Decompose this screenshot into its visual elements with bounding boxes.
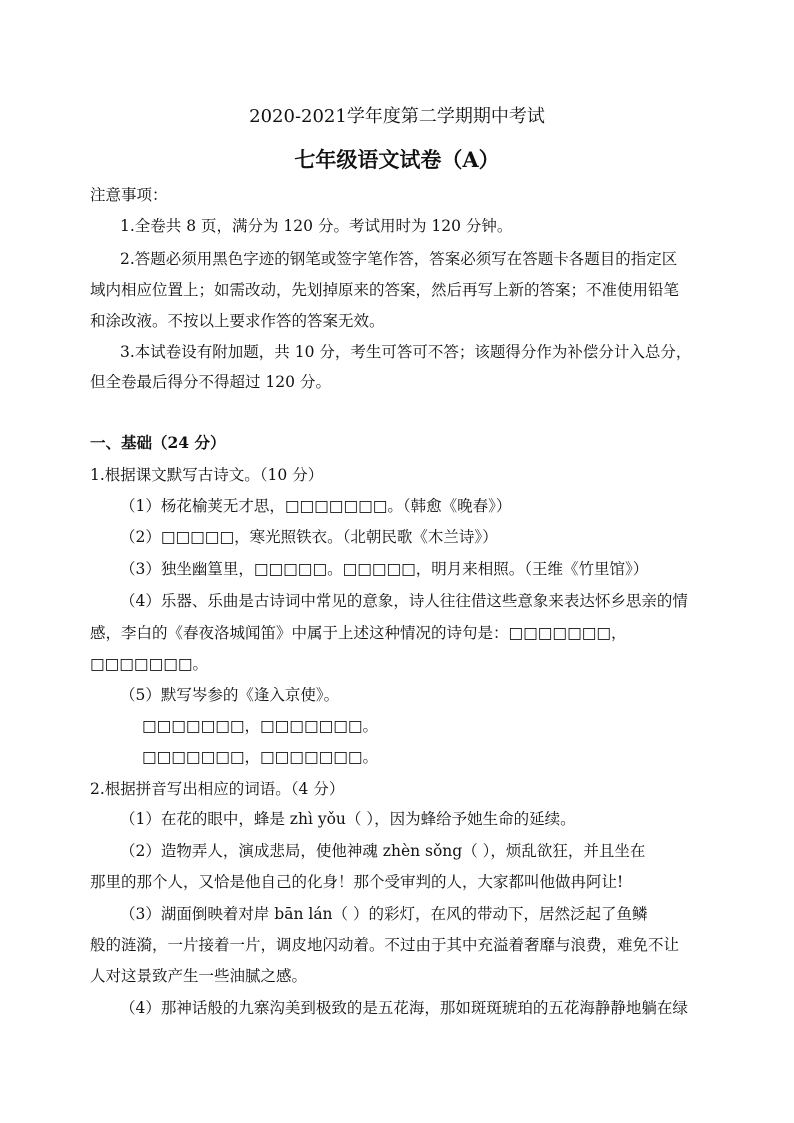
question-line: 人对这景致产生一些油腻之感。	[90, 967, 308, 985]
exam-subtitle: 七年级语文试卷（A）	[294, 147, 500, 172]
question-line: □□□□□□□，□□□□□□□。	[142, 717, 379, 735]
notice-line: 和涂改液。不按以上要求作答的答案无效。	[90, 312, 385, 330]
notice-heading: 注意事项：	[90, 186, 168, 204]
notice-line: 但全卷最后得分不得超过 120 分。	[90, 373, 331, 391]
notice-line: 3.本试卷设有附加题，共 10 分，考生可答可不答；该题得分作为补偿分计入总分，	[120, 343, 692, 361]
question-line: 那里的那个人，又恰是他自己的化身！那个受审判的人，大家都叫他做冉阿让!	[90, 873, 624, 891]
question-line: 感，李白的《春夜洛城闻笛》中属于上述这种情况的诗句是：□□□□□□□，	[90, 624, 627, 642]
question-line: （4）那神话般的九寨沟美到极致的是五花海，那如斑斑琥珀的五花海静静地躺在绿	[120, 999, 688, 1017]
question-line: 般的涟漪，一片接着一片，调皮地闪动着。不过由于其中充溢着奢靡与浪费，难免不让	[90, 936, 680, 954]
notice-line: 2.答题必须用黑色字迹的钢笔或签字笔作答，答案必须写在答题卡各题目的指定区	[120, 250, 678, 268]
question-line: （1）杨花榆荚无才思，□□□□□□□。（韩愈《晚春》）	[120, 497, 512, 515]
question-line: （1）在花的眼中，蜂是 zhì yǒu（ ），因为蜂给予她生命的延续。	[120, 810, 576, 828]
question-line: （2）造物弄人，演成悲局，使他神魂 zhèn sǒng（ ），烦乱欲狂，并且坐在	[120, 842, 646, 860]
question-line: （3）独坐幽篁里，□□□□□。□□□□□，明月来相照。（王维《竹里馆》）	[120, 560, 649, 578]
question-stem: 2.根据拼音写出相应的词语。（4 分）	[90, 780, 345, 798]
question-line: □□□□□□□。	[90, 655, 209, 673]
question-line: □□□□□□□，□□□□□□□。	[142, 748, 379, 766]
question-line: （4）乐器、乐曲是古诗词中常见的意象，诗人往往借这些意象来表达怀乡思亲的情	[120, 592, 688, 610]
exam-title: 2020-2021学年度第二学期期中考试	[249, 106, 545, 127]
notice-line: 域内相应位置上；如需改动，先划掉原来的答案，然后再写上新的答案；不准使用铅笔	[90, 281, 680, 299]
notice-line: 1.全卷共 8 页，满分为 120 分。考试用时为 120 分钟。	[120, 217, 513, 235]
question-line: （5）默写岑参的《逢入京使》。	[120, 686, 340, 704]
question-line: （2）□□□□□，寒光照铁衣。（北朝民歌《木兰诗》）	[120, 528, 498, 546]
question-line: （3）湖面倒映着对岸 bān lán（ ）的彩灯，在风的带动下，居然泛起了鱼鳞	[120, 905, 648, 923]
section-heading: 一、基础（24 分）	[90, 433, 226, 452]
question-stem: 1.根据课文默写古诗文。（10 分）	[90, 466, 324, 484]
